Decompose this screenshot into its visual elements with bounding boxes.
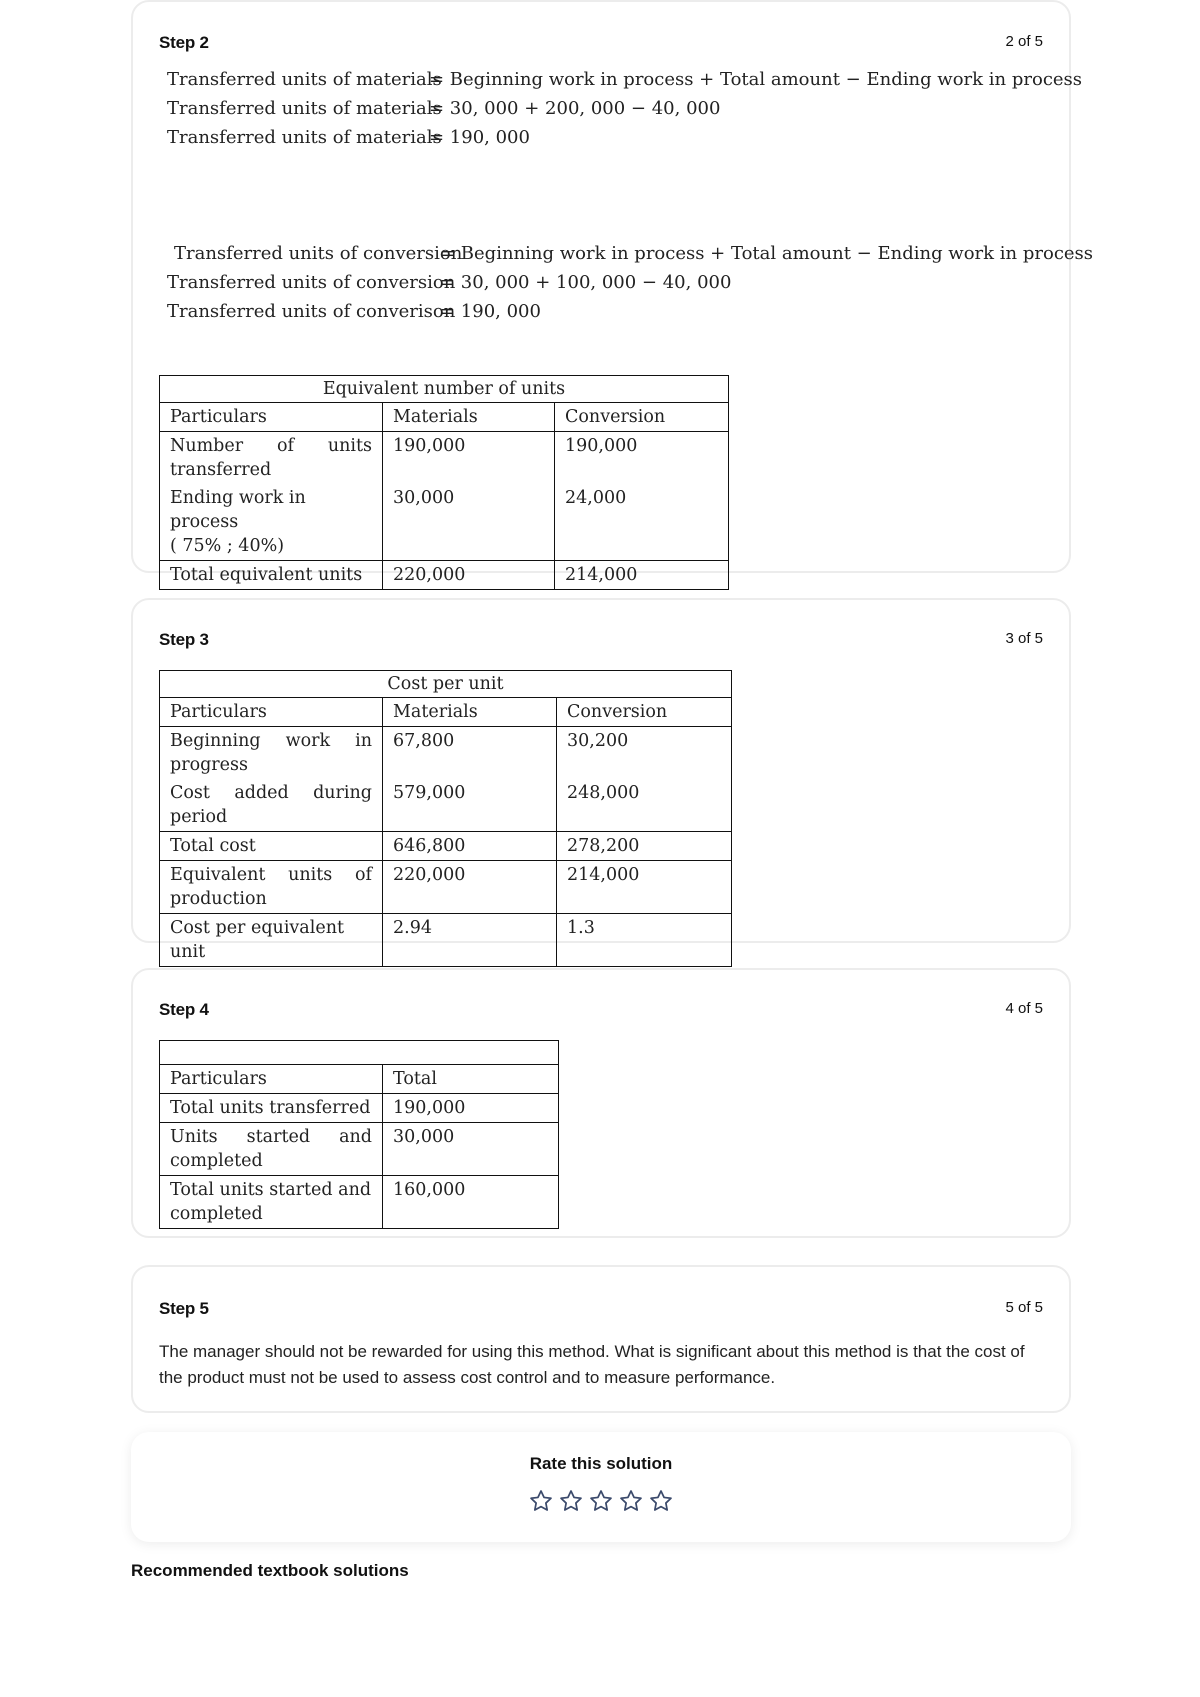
step-5-count: 5 of 5 bbox=[1005, 1299, 1043, 1316]
units-started-table bbox=[159, 1040, 559, 1229]
star-outline-icon[interactable] bbox=[528, 1488, 554, 1514]
step-4-card bbox=[131, 968, 1071, 1238]
step-5-title: Step 5 bbox=[159, 1299, 209, 1318]
table-header-row bbox=[160, 1065, 559, 1094]
rating-card bbox=[131, 1432, 1071, 1542]
table-row: Total cost 646,800 278,200 bbox=[160, 832, 732, 861]
table-row: Cost added during period 579,000 248,000 bbox=[160, 779, 732, 832]
materials-equation-line-1: Transferred units of materials= Beginning work in process + Total amount − Ending work in process bbox=[167, 69, 1083, 90]
table-row: Units started and completed 30,000 bbox=[160, 1123, 559, 1176]
table-row: Beginning work in progress 67,800 30,200 bbox=[160, 727, 732, 780]
step-2-card bbox=[131, 0, 1094, 585]
step-3-title: Step 3 bbox=[159, 630, 209, 649]
table-row: Equivalent units of production 220,000 214,000 bbox=[160, 861, 732, 914]
star-outline-icon[interactable] bbox=[588, 1488, 614, 1514]
rating-title: Rate this solution bbox=[529, 1454, 673, 1473]
step-5-card bbox=[131, 1265, 1071, 1413]
header-conversion: Conversion bbox=[555, 403, 729, 432]
header-conversion: Conversion bbox=[557, 698, 732, 727]
star-outline-icon[interactable] bbox=[558, 1488, 584, 1514]
step-4-title: Step 4 bbox=[159, 1000, 209, 1019]
header-particulars: Particulars bbox=[160, 698, 383, 727]
header-particulars: Particulars bbox=[160, 403, 383, 432]
conversion-equation-line-2: Transferred units of conversion= 30, 000 + 100, 000 − 40, 000 bbox=[167, 272, 732, 293]
table-row: Total equivalent units 220,000 214,000 bbox=[160, 561, 729, 590]
star-outline-icon[interactable] bbox=[618, 1488, 644, 1514]
step-2-count: 2 of 5 bbox=[1005, 33, 1043, 50]
table-row: Total units started and completed 160,000 bbox=[160, 1176, 559, 1229]
cost-per-unit-table bbox=[159, 670, 732, 967]
header-materials: Materials bbox=[383, 403, 555, 432]
equivalent-units-table bbox=[159, 375, 729, 590]
table-header-row bbox=[160, 698, 732, 727]
conversion-equation-line-1: Transferred units of conversion= Beginning work in process + Total amount − Ending work in process bbox=[174, 243, 1094, 264]
step-3-count: 3 of 5 bbox=[1005, 630, 1043, 647]
star-rating bbox=[131, 1488, 1071, 1519]
conversion-equation-line-3: Transferred units of converison= 190, 000 bbox=[167, 301, 541, 322]
header-total: Total bbox=[383, 1065, 559, 1094]
table-row: Number of units transferred 190,000 190,000 bbox=[160, 432, 729, 485]
table-row: Ending work in process ( 75% ; 40%) 30,000 24,000 bbox=[160, 484, 729, 561]
header-materials: Materials bbox=[383, 698, 557, 727]
table-header-row bbox=[160, 403, 729, 432]
star-outline-icon[interactable] bbox=[648, 1488, 674, 1514]
header-particulars: Particulars bbox=[160, 1065, 383, 1094]
materials-equation-line-3: Transferred units of materials= 190, 000 bbox=[167, 127, 530, 148]
step-3-card bbox=[131, 598, 1071, 962]
materials-equation-line-2: Transferred units of materials= 30, 000 + 200, 000 − 40, 000 bbox=[167, 98, 721, 119]
table-row: Cost per equivalent unit 2.94 1.3 bbox=[160, 914, 732, 967]
table-caption: Cost per unit bbox=[160, 671, 732, 698]
table-caption: Equivalent number of units bbox=[160, 376, 729, 403]
table-blank-caption bbox=[160, 1041, 559, 1065]
table-row: Total units transferred 190,000 bbox=[160, 1094, 559, 1123]
step-4-count: 4 of 5 bbox=[1005, 1000, 1043, 1017]
step-5-explanation: The manager should not be rewarded for using this method. What is significant about this method is that the cost of the product must not be used to assess cost control and to measure performance. bbox=[159, 1342, 1025, 1387]
recommended-heading: Recommended textbook solutions bbox=[131, 1561, 409, 1580]
step-2-title: Step 2 bbox=[159, 33, 209, 52]
